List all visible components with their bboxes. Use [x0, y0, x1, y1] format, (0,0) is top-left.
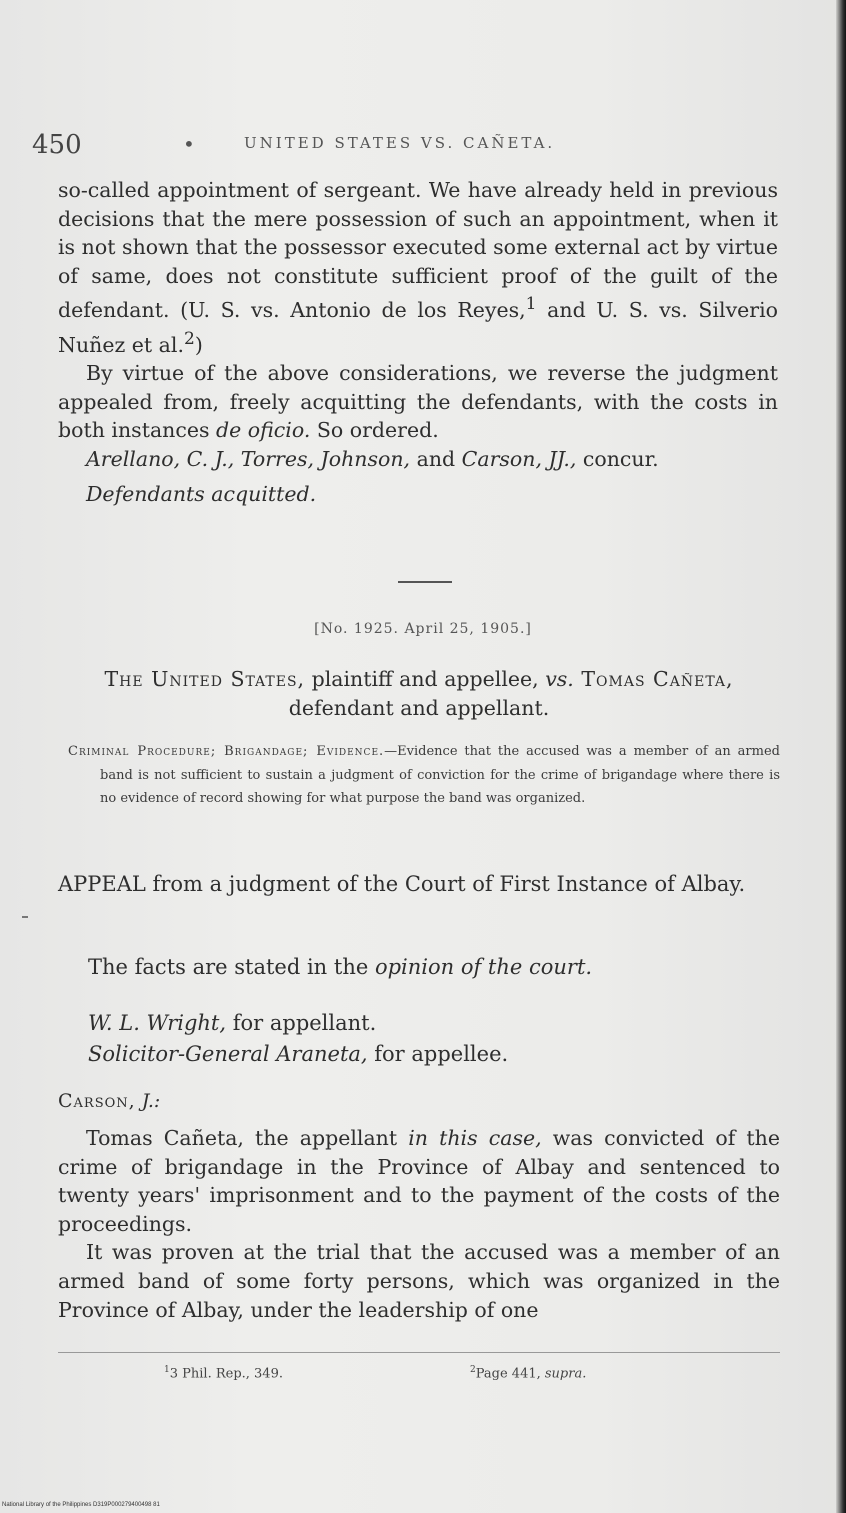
margin-mark: [22, 916, 28, 918]
syllabus-headings: Criminal Procedure; Brigandage; Evidence.: [68, 744, 385, 759]
concurrence: Arellano, C. J., Torres, Johnson, and Carson, JJ., concur.: [86, 447, 659, 471]
opinion-text: [58, 1124, 780, 1324]
footnote-ref: 1: [525, 294, 537, 315]
paragraph: Tomas Cañeta, the appellant in this case, was convicted of the crime of brigandage in the Province of Albay and sentenced to twenty years' imprisonment and to the payment of the costs of the proceedings.: [58, 1126, 780, 1236]
previous-opinion: [58, 176, 778, 508]
footnote-1: $^1$3 Phil. Rep., 349.: [164, 1365, 283, 1382]
running-title: UNITED STATES VS. CAÑETA.: [244, 134, 556, 152]
paragraph: By virtue of the above considerations, we reverse the judgment appealed from, freely acquitting the defendants, with the costs in both instances de oficio. So ordered.: [58, 361, 778, 443]
page-number: 450: [32, 130, 82, 160]
page-edge: [836, 0, 846, 1513]
facts-statement: The facts are stated in the opinion of the court.: [88, 955, 593, 979]
appeal-statement: APPEAL from a judgment of the Court of First Instance of Albay.: [58, 872, 746, 896]
paragraph: so-called appointment of sergeant. We have already held in previous decisions that the mere possession of such an appointment, when it is not shown that the possessor executed some external act by virtue of same, does not constitute sufficient proof of the guilt of the defendant. (U. S. vs. Antonio de los Reyes,$^1$ and U. S. vs. Silverio Nuñez et al.$^2$): [58, 178, 778, 357]
counsel: W. L. Wright, for appellant. Solicitor-General Araneta, for appellee.: [88, 1011, 509, 1066]
footnote-divider: [58, 1352, 780, 1353]
header-dot: •: [183, 132, 195, 156]
case-parties: The United States, plaintiff and appellee, vs. Tomas Cañeta, defendant and appellant.: [104, 667, 734, 720]
paragraph: It was proven at the trial that the accused was a member of an armed band of some forty persons, which was organized in the Province of Albay, under the leadership of one: [58, 1240, 780, 1322]
scan-credit: National Library of the Philippines D319P000279400498 81: [2, 1502, 160, 1508]
footnote-2: $^2$Page 441, supra.: [470, 1365, 587, 1382]
syllabus: Criminal Procedure; Brigandage; Evidence.—Evidence that the accused was a member of an armed band is not sufficient to sustain a judgment of conviction for the crime of brigandage where there is no evidence of record showing for what purpose the band was organized.: [68, 744, 780, 806]
disposition: Defendants acquitted.: [86, 481, 317, 506]
opinion-author: Carson, J.:: [58, 1090, 161, 1112]
section-divider: [398, 581, 452, 583]
footnote-ref: 2: [183, 328, 195, 349]
case-number: [No. 1925. April 25, 1905.]: [314, 621, 532, 637]
